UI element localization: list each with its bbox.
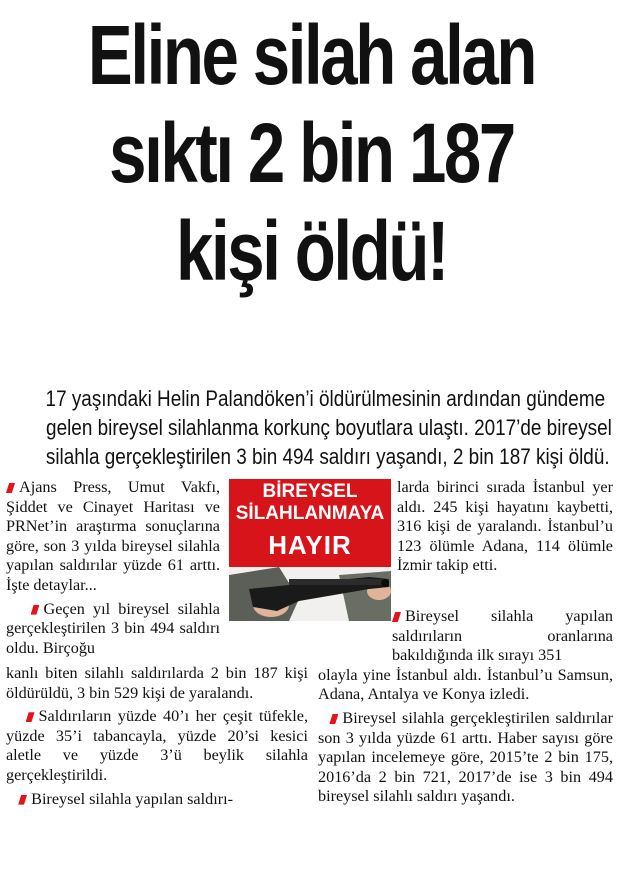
- red-slash-marker-icon: [26, 712, 35, 722]
- article-paragraph-5b: olayla yine İstanbul aldı. İstanbul’u Samsun, Adana, Antalya ve Konya izledi.: [318, 665, 613, 704]
- article-paragraph-5a: Bireysel silahla yapılan saldırıların oranlarına bakıldığında ilk sırayı 351: [392, 607, 613, 665]
- article-column-left-lower: [6, 664, 308, 813]
- article-column-left: [6, 478, 220, 658]
- red-slash-marker-icon: [329, 714, 338, 724]
- red-slash-marker-icon: [392, 612, 401, 622]
- article-paragraph-6: Bireysel silahla gerçekleştirilen saldırılar son 3 yılda yüzde 61 arttı. Haber sayısı göre yapılan incelemeye göre, 2015’te 2 bin 175, 2016’da 2 bin 721, 2017’de ise 3 bin 494 bireysel silahlı saldırı yaşandı.: [318, 708, 614, 806]
- red-slash-marker-icon: [31, 605, 40, 615]
- article-column-right-lower: [318, 607, 613, 811]
- red-slash-marker-icon: [18, 795, 27, 805]
- article-paragraph-4-cont: larda birinci sırada İstanbul yer aldı. 245 kişi hayatını kaybetti, 316 kişi de yaralandı. İstanbul’u 123 ölümle Adana, 114 ölümle İzmir takip etti.: [397, 478, 613, 575]
- headline: [62, 6, 560, 300]
- article-paragraph-3: Saldırıların yüzde 40’ı her çeşit tüfekle, yüzde 35’i tabancayla, yüzde 20’si kesici aletle ve yüzde 3’ü beylik silahla gerçekleştirildi.: [6, 707, 308, 784]
- article-paragraph-4-start: Bireysel silahla yapılan saldırı-: [6, 790, 308, 810]
- headline-line-3: kişi öldü!: [176, 204, 447, 298]
- article-paragraph-1: Ajans Press, Umut Vakfı, Şiddet ve Cinayet Haritası ve PRNet’in araştırma sonuçlarına göre, son 3 yılda bireysel silahla yapılan saldırılar yüzde 61 arttı. İşte detaylar...: [6, 478, 220, 594]
- headline-line-2: sıktı 2 bin 187: [109, 106, 514, 200]
- slogan-line-2: SİLAHLANMAYA: [235, 503, 385, 524]
- article-paragraph-2b: kanlı biten silahlı saldırılarda 2 bin 187 kişi öldürüldü, 3 bin 529 kişi de yaralandı.: [6, 664, 308, 702]
- article-paragraph-2a: Geçen yıl bireysel silahla gerçekleştirilen 3 bin 494 saldırı oldu. Birçoğu: [6, 599, 220, 657]
- lead-paragraph: [0, 384, 623, 471]
- red-slash-marker-icon: [6, 483, 15, 493]
- headline-line-1: Eline silah alan: [87, 8, 536, 102]
- lead-line-3: silahla gerçekleştirilen 3 bin 494 saldırı yaşandı, 2 bin 187 kişi öldü.: [45, 444, 610, 469]
- news-photo: [229, 479, 391, 621]
- lead-line-2: gelen bireysel silahlanma korkunç boyutlara ulaştı. 2017’de bireysel: [46, 415, 612, 440]
- article-column-right: [397, 478, 613, 576]
- slogan-line-1: BİREYSEL: [262, 481, 358, 502]
- lead-line-1: 17 yaşındaki Helin Palandöken’i öldürülmesinin ardından gündeme: [45, 386, 606, 411]
- slogan-line-3: HAYIR: [268, 530, 352, 560]
